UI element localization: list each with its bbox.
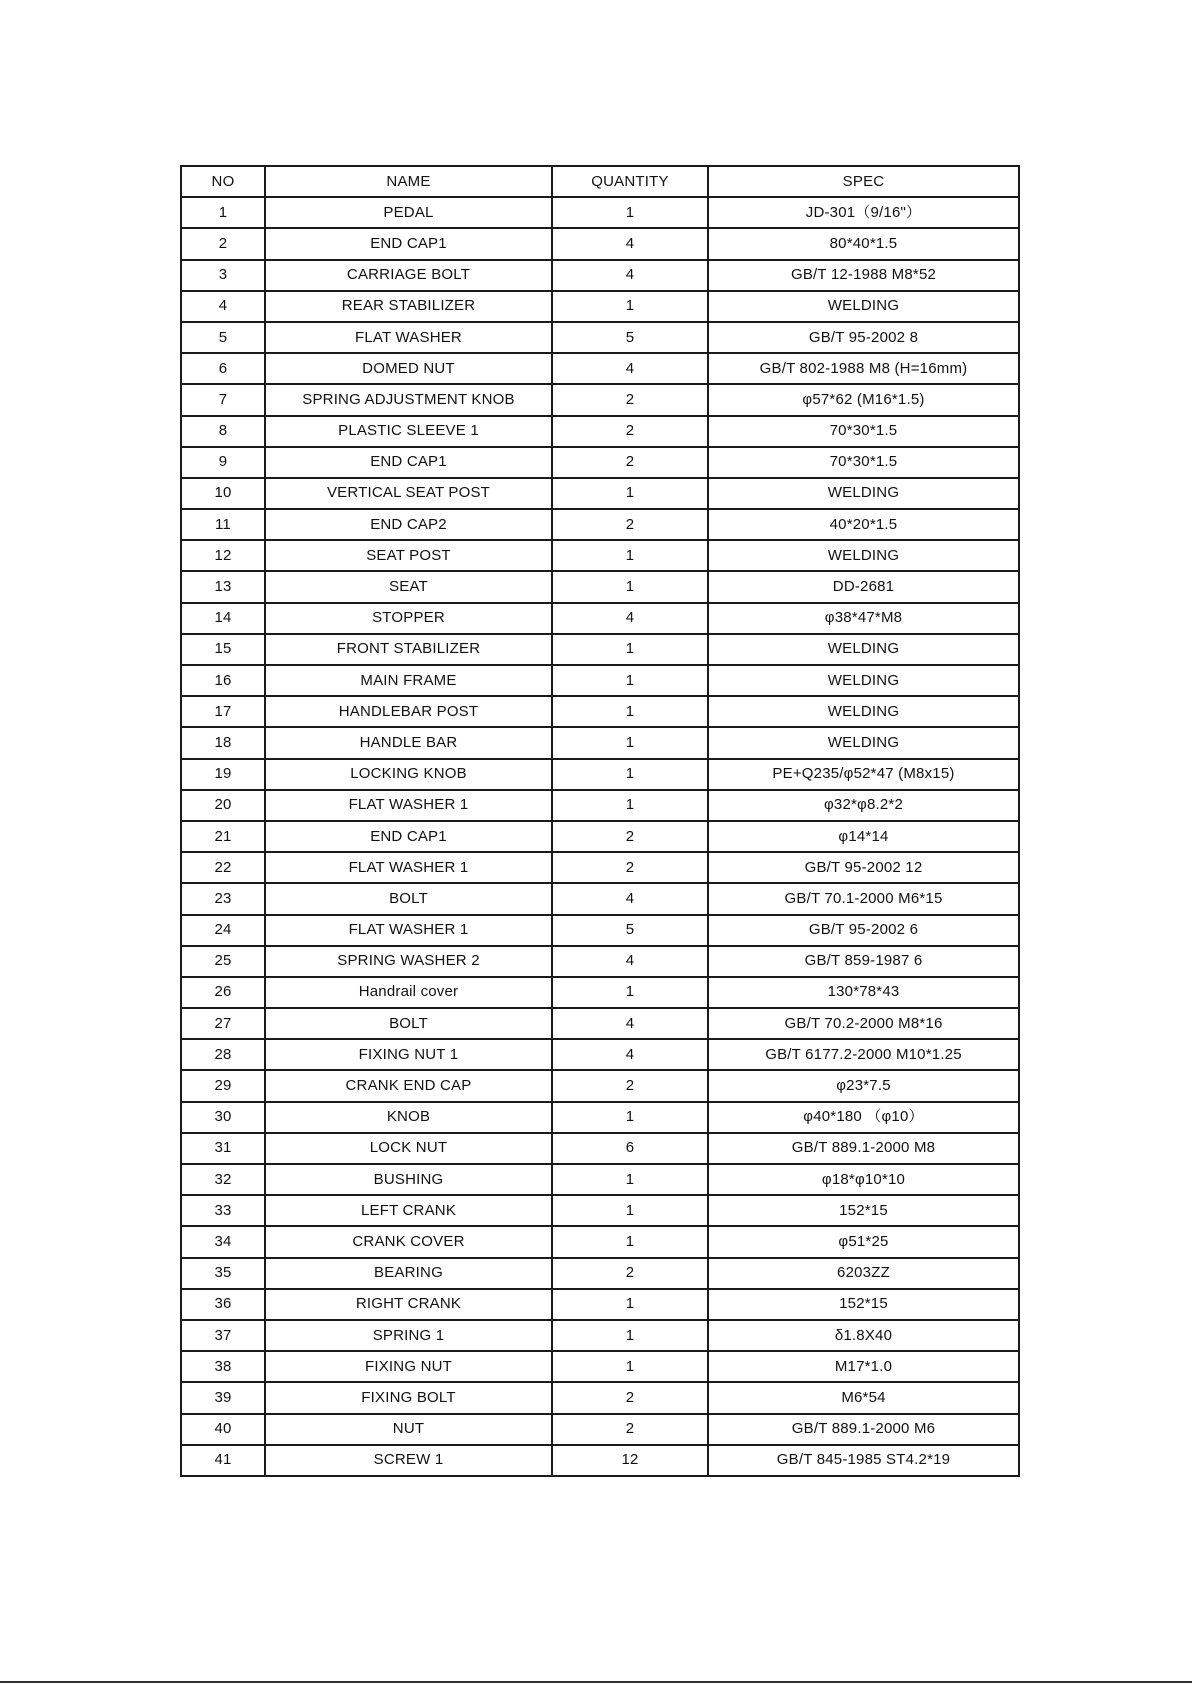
table-row [181, 478, 1019, 509]
table-row [181, 509, 1019, 540]
part-quantity-cell: 1 [552, 291, 708, 322]
part-spec-cell: PE+Q235/φ52*47 (M8x15) [708, 759, 1019, 790]
table-row [181, 946, 1019, 977]
part-name-cell: NUT [265, 1414, 552, 1445]
part-spec-cell: 70*30*1.5 [708, 447, 1019, 478]
part-name-cell: SPRING 1 [265, 1320, 552, 1351]
part-name-cell: SCREW 1 [265, 1445, 552, 1476]
part-number-cell: 27 [181, 1008, 265, 1039]
part-quantity-cell: 2 [552, 1070, 708, 1101]
part-name-cell: BEARING [265, 1258, 552, 1289]
part-quantity-cell: 2 [552, 1382, 708, 1413]
part-number-cell: 34 [181, 1226, 265, 1257]
part-quantity-cell: 1 [552, 727, 708, 758]
part-name-cell: FIXING NUT 1 [265, 1039, 552, 1070]
part-quantity-cell: 2 [552, 384, 708, 415]
part-quantity-cell: 4 [552, 260, 708, 291]
part-quantity-cell: 4 [552, 946, 708, 977]
part-quantity-cell: 2 [552, 416, 708, 447]
part-name-cell: SPRING WASHER 2 [265, 946, 552, 977]
part-spec-cell: M6*54 [708, 1382, 1019, 1413]
part-quantity-cell: 4 [552, 603, 708, 634]
table-row [181, 1164, 1019, 1195]
part-name-cell: HANDLE BAR [265, 727, 552, 758]
part-number-cell: 17 [181, 696, 265, 727]
part-quantity-cell: 2 [552, 509, 708, 540]
page-bottom-rule [0, 1681, 1192, 1683]
part-number-cell: 19 [181, 759, 265, 790]
table-row [181, 1445, 1019, 1476]
part-quantity-cell: 4 [552, 1008, 708, 1039]
part-quantity-cell: 2 [552, 852, 708, 883]
part-name-cell: FRONT STABILIZER [265, 634, 552, 665]
part-name-cell: END CAP1 [265, 228, 552, 259]
part-spec-cell: GB/T 95-2002 8 [708, 322, 1019, 353]
table-header [181, 166, 1019, 197]
part-name-cell: FLAT WASHER 1 [265, 915, 552, 946]
part-number-cell: 38 [181, 1351, 265, 1382]
part-name-cell: DOMED NUT [265, 353, 552, 384]
part-number-cell: 39 [181, 1382, 265, 1413]
part-name-cell: PLASTIC SLEEVE 1 [265, 416, 552, 447]
table-row [181, 1414, 1019, 1445]
part-spec-cell: 70*30*1.5 [708, 416, 1019, 447]
part-quantity-cell: 2 [552, 1414, 708, 1445]
part-spec-cell: GB/T 95-2002 12 [708, 852, 1019, 883]
part-name-cell: PEDAL [265, 197, 552, 228]
table-row [181, 696, 1019, 727]
parts-list-table [180, 165, 1020, 1477]
part-spec-cell: WELDING [708, 634, 1019, 665]
part-number-cell: 21 [181, 821, 265, 852]
part-number-cell: 37 [181, 1320, 265, 1351]
part-number-cell: 12 [181, 540, 265, 571]
table-row [181, 353, 1019, 384]
part-quantity-cell: 1 [552, 571, 708, 602]
part-spec-cell: WELDING [708, 696, 1019, 727]
part-spec-cell: GB/T 70.1-2000 M6*15 [708, 883, 1019, 914]
part-name-cell: KNOB [265, 1102, 552, 1133]
table-row [181, 260, 1019, 291]
part-quantity-cell: 1 [552, 540, 708, 571]
part-quantity-cell: 2 [552, 447, 708, 478]
part-quantity-cell: 4 [552, 883, 708, 914]
table-row [181, 727, 1019, 758]
part-spec-cell: DD-2681 [708, 571, 1019, 602]
part-number-cell: 8 [181, 416, 265, 447]
part-quantity-cell: 4 [552, 1039, 708, 1070]
table-row [181, 1070, 1019, 1101]
table-row [181, 540, 1019, 571]
part-number-cell: 29 [181, 1070, 265, 1101]
table-row [181, 634, 1019, 665]
part-spec-cell: 6203ZZ [708, 1258, 1019, 1289]
part-spec-cell: φ38*47*M8 [708, 603, 1019, 634]
table-row [181, 416, 1019, 447]
table-row [181, 1320, 1019, 1351]
header-quantity: QUANTITY [552, 166, 708, 197]
part-quantity-cell: 5 [552, 322, 708, 353]
part-name-cell: SEAT [265, 571, 552, 602]
table-row [181, 197, 1019, 228]
part-name-cell: FIXING NUT [265, 1351, 552, 1382]
part-name-cell: REAR STABILIZER [265, 291, 552, 322]
table-row [181, 1258, 1019, 1289]
table-row [181, 447, 1019, 478]
part-quantity-cell: 5 [552, 915, 708, 946]
table-row [181, 1039, 1019, 1070]
part-quantity-cell: 4 [552, 228, 708, 259]
part-number-cell: 41 [181, 1445, 265, 1476]
part-name-cell: VERTICAL SEAT POST [265, 478, 552, 509]
part-spec-cell: GB/T 859-1987 6 [708, 946, 1019, 977]
part-spec-cell: GB/T 95-2002 6 [708, 915, 1019, 946]
part-number-cell: 33 [181, 1195, 265, 1226]
table-row [181, 1102, 1019, 1133]
part-number-cell: 14 [181, 603, 265, 634]
header-spec: SPEC [708, 166, 1019, 197]
part-quantity-cell: 1 [552, 1195, 708, 1226]
header-name: NAME [265, 166, 552, 197]
part-name-cell: MAIN FRAME [265, 665, 552, 696]
part-quantity-cell: 2 [552, 821, 708, 852]
part-number-cell: 15 [181, 634, 265, 665]
part-number-cell: 13 [181, 571, 265, 602]
table-row [181, 821, 1019, 852]
part-spec-cell: φ40*180 （φ10） [708, 1102, 1019, 1133]
part-number-cell: 24 [181, 915, 265, 946]
part-quantity-cell: 1 [552, 1226, 708, 1257]
part-name-cell: END CAP1 [265, 821, 552, 852]
table-row [181, 665, 1019, 696]
part-spec-cell: φ23*7.5 [708, 1070, 1019, 1101]
table-row [181, 977, 1019, 1008]
part-spec-cell: 152*15 [708, 1289, 1019, 1320]
part-number-cell: 10 [181, 478, 265, 509]
part-quantity-cell: 1 [552, 1320, 708, 1351]
part-number-cell: 32 [181, 1164, 265, 1195]
table-row [181, 759, 1019, 790]
part-number-cell: 4 [181, 291, 265, 322]
part-number-cell: 26 [181, 977, 265, 1008]
part-quantity-cell: 2 [552, 1258, 708, 1289]
part-number-cell: 40 [181, 1414, 265, 1445]
part-number-cell: 5 [181, 322, 265, 353]
part-spec-cell: 80*40*1.5 [708, 228, 1019, 259]
part-number-cell: 22 [181, 852, 265, 883]
table-row [181, 291, 1019, 322]
table-row [181, 384, 1019, 415]
part-quantity-cell: 1 [552, 1289, 708, 1320]
part-spec-cell: GB/T 845-1985 ST4.2*19 [708, 1445, 1019, 1476]
part-name-cell: FLAT WASHER [265, 322, 552, 353]
part-quantity-cell: 6 [552, 1133, 708, 1164]
part-name-cell: FIXING BOLT [265, 1382, 552, 1413]
part-spec-cell: GB/T 70.2-2000 M8*16 [708, 1008, 1019, 1039]
part-spec-cell: GB/T 802-1988 M8 (H=16mm) [708, 353, 1019, 384]
part-quantity-cell: 1 [552, 1164, 708, 1195]
part-number-cell: 3 [181, 260, 265, 291]
table-row [181, 1289, 1019, 1320]
part-name-cell: CRANK COVER [265, 1226, 552, 1257]
part-quantity-cell: 1 [552, 696, 708, 727]
part-quantity-cell: 1 [552, 1351, 708, 1382]
part-name-cell: CARRIAGE BOLT [265, 260, 552, 291]
table-row [181, 1008, 1019, 1039]
part-quantity-cell: 1 [552, 1102, 708, 1133]
table-row [181, 1133, 1019, 1164]
part-spec-cell: GB/T 889.1-2000 M8 [708, 1133, 1019, 1164]
part-spec-cell: WELDING [708, 727, 1019, 758]
part-number-cell: 9 [181, 447, 265, 478]
part-number-cell: 31 [181, 1133, 265, 1164]
table-body [181, 197, 1019, 1476]
part-name-cell: LOCKING KNOB [265, 759, 552, 790]
header-row [181, 166, 1019, 197]
table-row [181, 790, 1019, 821]
part-name-cell: SPRING ADJUSTMENT KNOB [265, 384, 552, 415]
part-quantity-cell: 1 [552, 790, 708, 821]
part-spec-cell: WELDING [708, 540, 1019, 571]
part-name-cell: SEAT POST [265, 540, 552, 571]
part-number-cell: 35 [181, 1258, 265, 1289]
part-name-cell: CRANK END CAP [265, 1070, 552, 1101]
part-number-cell: 6 [181, 353, 265, 384]
part-spec-cell: 40*20*1.5 [708, 509, 1019, 540]
part-name-cell: LEFT CRANK [265, 1195, 552, 1226]
part-number-cell: 1 [181, 197, 265, 228]
part-quantity-cell: 1 [552, 665, 708, 696]
part-number-cell: 7 [181, 384, 265, 415]
part-spec-cell: φ32*φ8.2*2 [708, 790, 1019, 821]
part-number-cell: 18 [181, 727, 265, 758]
part-number-cell: 30 [181, 1102, 265, 1133]
part-spec-cell: δ1.8X40 [708, 1320, 1019, 1351]
table-row [181, 228, 1019, 259]
part-number-cell: 2 [181, 228, 265, 259]
part-number-cell: 25 [181, 946, 265, 977]
part-spec-cell: φ18*φ10*10 [708, 1164, 1019, 1195]
part-name-cell: STOPPER [265, 603, 552, 634]
part-quantity-cell: 1 [552, 634, 708, 665]
part-name-cell: END CAP1 [265, 447, 552, 478]
table-row [181, 322, 1019, 353]
part-spec-cell: GB/T 12-1988 M8*52 [708, 260, 1019, 291]
table-row [181, 883, 1019, 914]
part-spec-cell: 152*15 [708, 1195, 1019, 1226]
part-quantity-cell: 4 [552, 353, 708, 384]
part-quantity-cell: 1 [552, 759, 708, 790]
part-name-cell: BOLT [265, 883, 552, 914]
part-quantity-cell: 1 [552, 197, 708, 228]
part-name-cell: RIGHT CRANK [265, 1289, 552, 1320]
table-row [181, 1351, 1019, 1382]
part-name-cell: FLAT WASHER 1 [265, 790, 552, 821]
table-row [181, 1195, 1019, 1226]
table-row [181, 852, 1019, 883]
part-spec-cell: WELDING [708, 478, 1019, 509]
table-row [181, 1382, 1019, 1413]
table-row [181, 571, 1019, 602]
part-name-cell: END CAP2 [265, 509, 552, 540]
part-name-cell: FLAT WASHER 1 [265, 852, 552, 883]
part-name-cell: LOCK NUT [265, 1133, 552, 1164]
part-spec-cell: φ51*25 [708, 1226, 1019, 1257]
part-spec-cell: φ14*14 [708, 821, 1019, 852]
part-number-cell: 20 [181, 790, 265, 821]
part-spec-cell: JD-301（9/16"） [708, 197, 1019, 228]
part-spec-cell: GB/T 6177.2-2000 M10*1.25 [708, 1039, 1019, 1070]
part-name-cell: BOLT [265, 1008, 552, 1039]
header-no: NO [181, 166, 265, 197]
part-number-cell: 36 [181, 1289, 265, 1320]
part-number-cell: 11 [181, 509, 265, 540]
part-name-cell: Handrail cover [265, 977, 552, 1008]
part-spec-cell: φ57*62 (M16*1.5) [708, 384, 1019, 415]
table-row [181, 1226, 1019, 1257]
part-spec-cell: WELDING [708, 665, 1019, 696]
part-name-cell: HANDLEBAR POST [265, 696, 552, 727]
part-quantity-cell: 1 [552, 478, 708, 509]
part-name-cell: BUSHING [265, 1164, 552, 1195]
table-row [181, 915, 1019, 946]
part-number-cell: 23 [181, 883, 265, 914]
part-number-cell: 16 [181, 665, 265, 696]
part-spec-cell: WELDING [708, 291, 1019, 322]
part-quantity-cell: 12 [552, 1445, 708, 1476]
part-quantity-cell: 1 [552, 977, 708, 1008]
part-number-cell: 28 [181, 1039, 265, 1070]
part-spec-cell: M17*1.0 [708, 1351, 1019, 1382]
table-row [181, 603, 1019, 634]
part-spec-cell: 130*78*43 [708, 977, 1019, 1008]
part-spec-cell: GB/T 889.1-2000 M6 [708, 1414, 1019, 1445]
